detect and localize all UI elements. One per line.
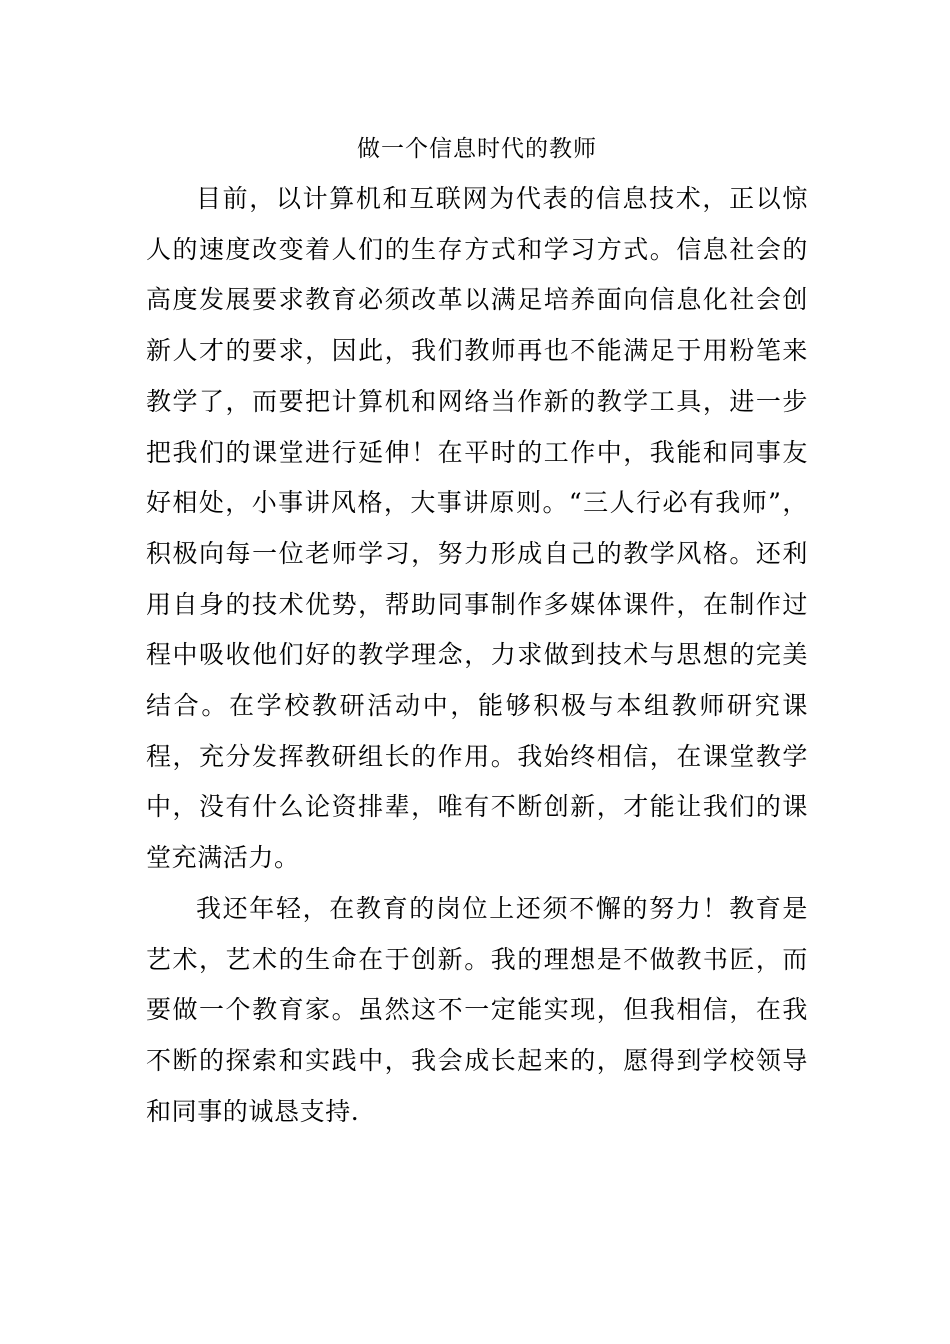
paragraph-2: 我还年轻，在教育的岗位上还须不懈的努力！教育是艺术，艺术的生命在于创新。我的理想是不做教书匠，而要做一个教育家。虽然这不一定能实现，但我相信，在我不断的探索和实践中，我会成长起来的，愿得到学校领导和同事的诚恳支持. [146, 893, 808, 1126]
document-body [146, 128, 808, 1137]
document-title: 做一个信息时代的教师 [357, 136, 597, 162]
paragraph-1: 目前，以计算机和互联网为代表的信息技术，正以惊人的速度改变着人们的生存方式和学习方式。信息社会的高度发展要求教育必须改革以满足培养面向信息化社会创新人才的要求，因此，我们教师再也不能满足于用粉笔来教学了，而要把计算机和网络当作新的教学工具，进一步把我们的课堂进行延伸！在平时的工作中，我能和同事友好相处，小事讲风格，大事讲原则。“三人行必有我师”，积极向每一位老师学习，努力形成自己的教学风格。还利用自身的技术优势，帮助同事制作多媒体课件，在制作过程中吸收他们好的教学理念，力求做到技术与思想的完美结合。在学校教研活动中，能够积极与本组教师研究课程，充分发挥教研组长的作用。我始终相信，在课堂教学中，没有什么论资排辈，唯有不断创新，才能让我们的课堂充满活力。 [146, 184, 808, 873]
